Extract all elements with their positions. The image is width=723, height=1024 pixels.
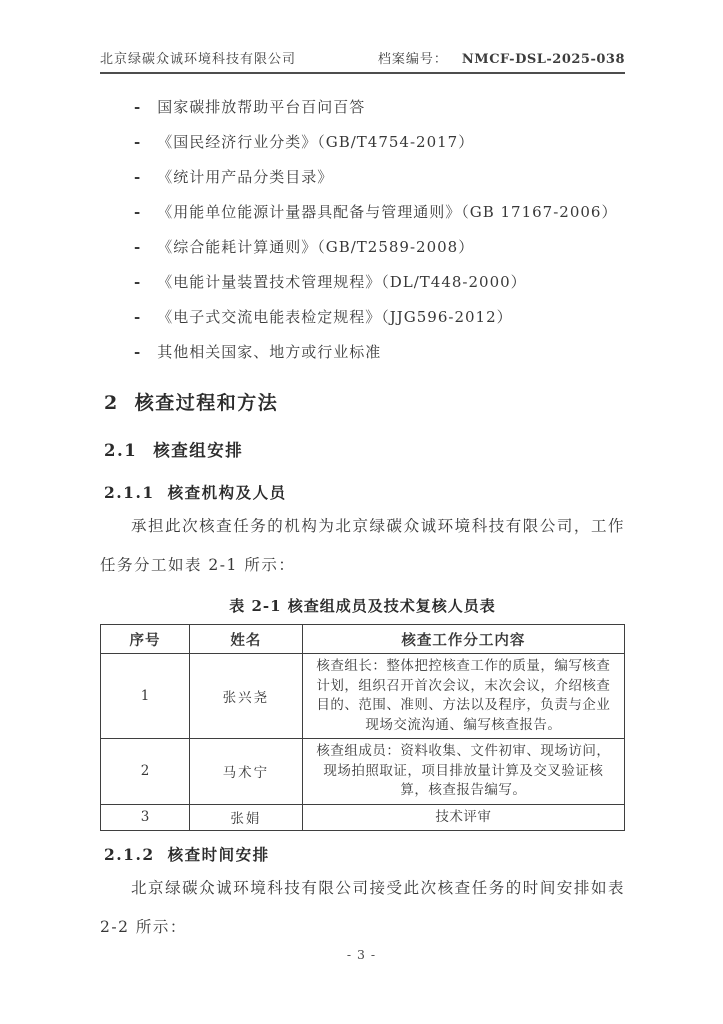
section-title: 核查时间安排 bbox=[167, 845, 270, 864]
section-heading-2-1-2 bbox=[104, 843, 625, 865]
reference-text: 其他相关国家、地方或行业标准 bbox=[157, 343, 382, 361]
column-header-no: 序号 bbox=[101, 625, 190, 654]
archive-code: NMCF-DSL-2025-038 bbox=[461, 52, 625, 67]
list-item bbox=[100, 166, 625, 201]
section-heading-2 bbox=[104, 388, 625, 415]
section-number: 2.1.2 bbox=[104, 845, 155, 864]
list-item bbox=[100, 341, 625, 376]
reference-text: 《电能计量装置技术管理规程》（DL/T448-2000） bbox=[157, 273, 527, 291]
reference-text: 《用能单位能源计量器具配备与管理通则》（GB 17167-2006） bbox=[157, 203, 618, 221]
page-header bbox=[100, 48, 625, 74]
dash-bullet: - bbox=[134, 168, 142, 186]
reference-text: 《统计用产品分类目录》 bbox=[157, 168, 334, 186]
section-number: 2.1.1 bbox=[104, 483, 155, 502]
table-row bbox=[101, 804, 625, 831]
cell-name: 马术宁 bbox=[190, 739, 303, 805]
list-item bbox=[100, 131, 625, 166]
reference-text: 《综合能耗计算通则》（GB/T2589-2008） bbox=[157, 238, 475, 256]
cell-duty: 核查组长：整体把控核查工作的质量，编写核查计划，组织召开首次会议，末次会议，介绍核查目的、范围、准则、方法以及程序，负责与企业现场交流沟通、编写核查报告。 bbox=[302, 654, 624, 739]
verification-team-table bbox=[100, 624, 625, 831]
dash-bullet: - bbox=[134, 203, 142, 221]
cell-name: 张兴尧 bbox=[190, 654, 303, 739]
cell-duty: 技术评审 bbox=[302, 804, 624, 831]
company-name: 北京绿碳众诚环境科技有限公司 bbox=[100, 52, 297, 67]
archive-label: 档案编号： bbox=[377, 52, 448, 67]
reference-text: 《国民经济行业分类》（GB/T4754-2017） bbox=[157, 133, 475, 151]
dash-bullet: - bbox=[134, 133, 142, 151]
page-number: - 3 - bbox=[346, 947, 377, 962]
reference-text: 《电子式交流电能表检定规程》（JJG596-2012） bbox=[157, 308, 513, 326]
section-title: 核查机构及人员 bbox=[167, 483, 287, 502]
dash-bullet: - bbox=[134, 238, 142, 256]
paragraph-intro-table-2-1: 承担此次核查任务的机构为北京绿碳众诚环境科技有限公司，工作任务分工如表 2-1 所示： bbox=[100, 517, 625, 574]
cell-no: 2 bbox=[101, 739, 190, 805]
dash-bullet: - bbox=[134, 308, 142, 326]
cell-no: 1 bbox=[101, 654, 190, 739]
list-item bbox=[100, 96, 625, 131]
archive-number bbox=[378, 48, 625, 67]
column-header-duty: 核查工作分工内容 bbox=[302, 625, 624, 654]
paragraph-intro-table-2-2: 北京绿碳众诚环境科技有限公司接受此次核查任务的时间安排如表 2-2 所示： bbox=[100, 879, 625, 936]
reference-text: 国家碳排放帮助平台百问百答 bbox=[157, 98, 366, 116]
table-row bbox=[101, 654, 625, 739]
list-item bbox=[100, 201, 625, 236]
section-number: 2 bbox=[104, 392, 119, 414]
column-header-name: 姓名 bbox=[190, 625, 303, 654]
section-heading-2-1-1 bbox=[104, 481, 625, 503]
reference-list bbox=[100, 96, 625, 376]
table-header-row bbox=[101, 625, 625, 654]
dash-bullet: - bbox=[134, 98, 142, 116]
table-caption: 表 2-1 核查组成员及技术复核人员表 bbox=[229, 597, 496, 615]
dash-bullet: - bbox=[134, 343, 142, 361]
section-title: 核查组安排 bbox=[153, 441, 244, 460]
cell-name: 张娟 bbox=[190, 804, 303, 831]
section-title: 核查过程和方法 bbox=[134, 392, 279, 414]
section-heading-2-1 bbox=[104, 437, 625, 461]
table-row bbox=[101, 739, 625, 805]
list-item bbox=[100, 236, 625, 271]
section-number: 2.1 bbox=[104, 441, 138, 460]
cell-no: 3 bbox=[101, 804, 190, 831]
cell-duty: 核查组成员：资料收集、文件初审、现场访问，现场拍照取证，项目排放量计算及交叉验证核算，核查报告编写。 bbox=[302, 739, 624, 805]
list-item bbox=[100, 271, 625, 306]
dash-bullet: - bbox=[134, 273, 142, 291]
list-item bbox=[100, 306, 625, 341]
